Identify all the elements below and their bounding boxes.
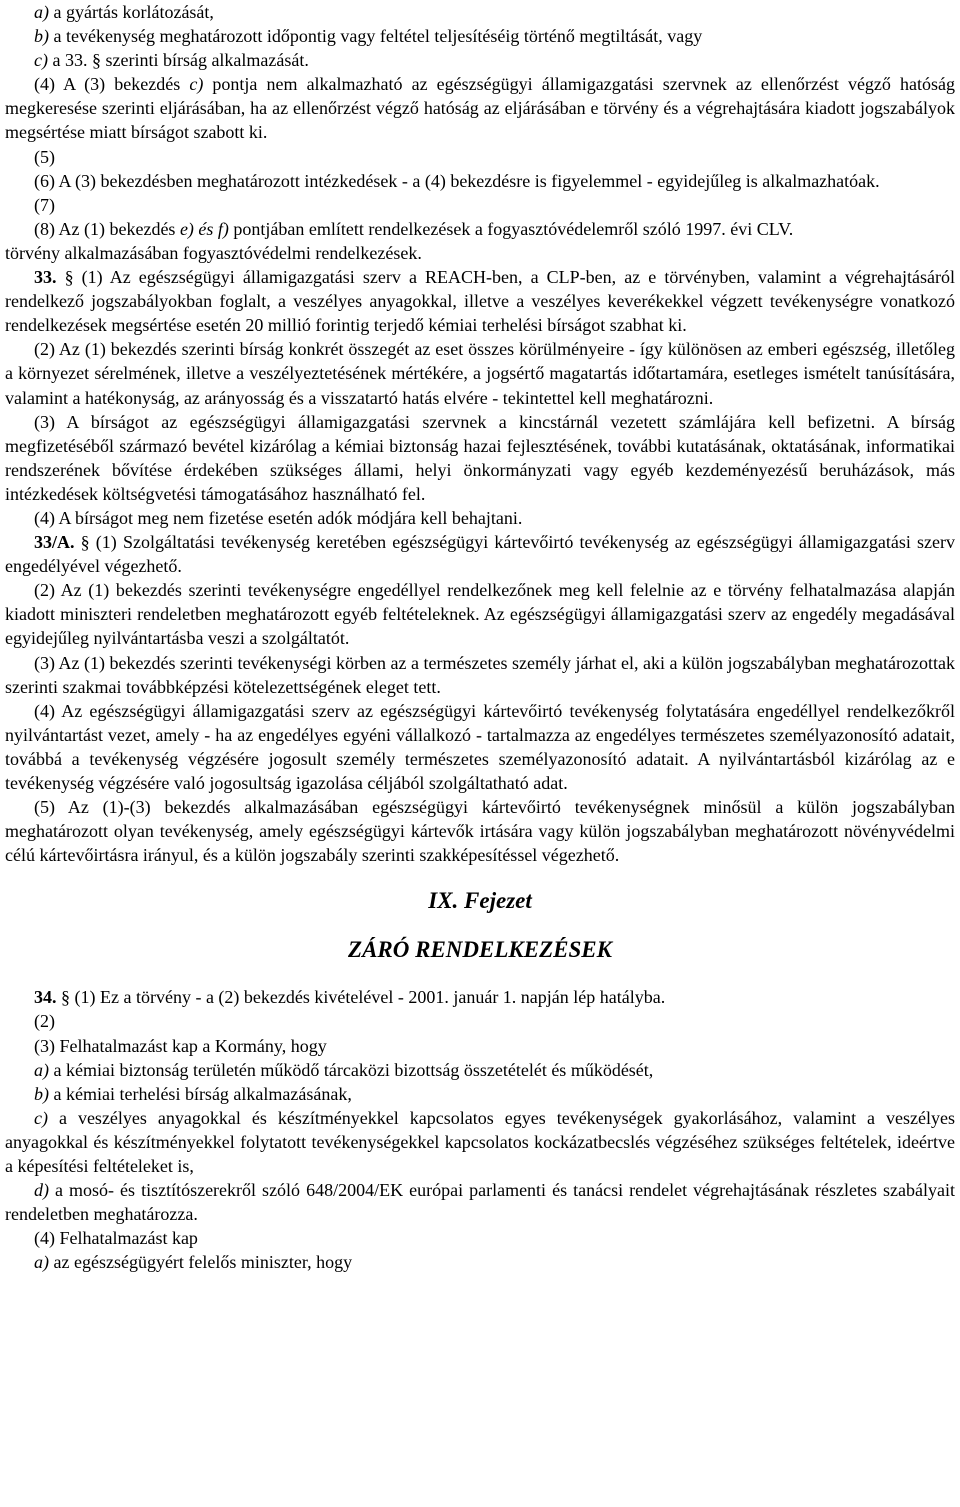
section-number: 33. [34,267,57,288]
list-item-a [5,0,955,24]
paragraph-7: (7) [34,194,55,215]
section-33a-paragraph-1 [5,530,955,578]
section-34-paragraph-2: (2) [34,1011,55,1032]
item-text: a tevékenység meghatározott időpontig vagy feltétel teljesítéséig történő megtiltását, vagy [49,26,703,47]
paragraph-8-continuation: törvény alkalmazásában fogyasztóvédelmi rendelkezések. [5,242,422,263]
section-33-paragraph-1 [5,265,955,337]
section-number: 33/A. [34,532,75,553]
item-marker: d) [34,1180,49,1201]
section-34-item-c [5,1106,955,1178]
section-34-paragraph-1 [5,985,955,1009]
paragraph-4 [5,72,955,144]
item-text: a kémiai biztonság területén működő tárcaközi bizottság összetételét és működését, [49,1059,654,1080]
item-marker: b) [34,1083,49,1104]
paragraph-text: § (1) Ez a törvény - a (2) bekezdés kivételével - 2001. január 1. napján lép hatályba. [56,987,666,1008]
paragraph-text: pontja nem alkalmazható az egészségügyi államigazgatási szervnek az ellenőrzést végző hatóság megkeresése szerinti eljárásában, ha az ellenőrzést végző hatóság az eljárásában e törvény és a végrehajtására kiadott jogszabályok megsértése miatt bírságot szabott ki. [5,74,956,143]
section-33-paragraph-2: (2) Az (1) bekezdés szerinti bírság konkrét összegét az eset összes körülményeire - így különösen az emberi egészség, illetőleg a környezet sérelmének, illetve a veszélyeztetésének mértékére, a jogsértő magatartás időtartamára, esetleges ismételt tanúsítására, valamint a hatékonyság, az arányosság és a visszatartó hatás elvére - tekintettel kell meghatározni. [5,339,955,408]
item-text: a gyártás korlátozását, [49,2,214,22]
paragraph-5: (5) [34,146,55,167]
paragraph-text: § (1) Az egészségügyi államigazgatási szerv a REACH-ben, a CLP-ben, az e törvényben, valamint a végrehajtásáról rendelkező jogszabályokban foglalt, a veszélyes anyagokkal, illetve a veszélyes keverékekkel végzett tevékenységre vonatkozó rendelkezések megsértése esetén 20 millió forintig terjedő kémiai terhelési bírságot szabhat ki. [5,267,955,336]
paragraph-text: § (1) Szolgáltatási tevékenység keretében egészségügyi kártevőirtó tevékenység az egészségügyi államigazgatási szerv engedélyével végezhető. [5,532,955,577]
section-34-item-a [5,1058,955,1082]
item-marker: a) [34,1059,49,1080]
section-33a-paragraph-5: (5) Az (1)-(3) bekezdés alkalmazásában egészségügyi kártevőirtó tevékenységnek minősül a külön jogszabályban meghatározott olyan tevékenység, amely egészségügyi kártevők irtására vagy külön jogszabályban meghatározott növényvédelmi célú kártevőirtásra irányul, és a külön jogszabály szerinti szakképesítéssel végezhető. [5,797,955,866]
list-item-b [5,24,955,48]
paragraph-6: (6) A (3) bekezdésben meghatározott intézkedések - a (4) bekezdésre is figyelemmel - egyidejűleg is alkalmazhatóak. [34,170,880,191]
item-text: az egészségügyért felelős miniszter, hogy [49,1252,353,1273]
item-marker: a) [34,1252,49,1273]
item-marker: e) és f) [179,218,229,239]
section-33a-paragraph-3: (3) Az (1) bekezdés szerinti tevékenységi körben az a természetes személy járhat el, aki a külön jogszabályban meghatározottak szerinti szakmai továbbképzési kötelezettségének eleget tett. [5,652,955,697]
section-34-paragraph-4: (4) Felhatalmazást kap [34,1228,198,1249]
section-34-item-d [5,1178,955,1226]
chapter-title: ZÁRÓ RENDELKEZÉSEK [348,937,612,963]
item-marker: c) [189,74,204,95]
paragraph-8 [5,217,955,241]
item-marker: b) [34,26,49,47]
section-34-item-b [5,1082,955,1106]
paragraph-text: (8) Az (1) bekezdés [34,218,180,239]
section-34-paragraph-3: (3) Felhatalmazást kap a Kormány, hogy [34,1035,327,1056]
item-marker: c) [34,1107,48,1128]
paragraph-text: (4) A (3) bekezdés [34,74,190,95]
item-marker: c) [34,50,48,71]
item-text: a 33. § szerinti bírság alkalmazását. [47,50,309,71]
section-33a-paragraph-2: (2) Az (1) bekezdés szerinti tevékenységre engedéllyel rendelkezőnek meg kell felelnie az e törvény felhatalmazása alapján kiadott miniszteri rendeletben meghatározott egyéb feltételeknek. Az egészségügyi államigazgatási szerv az engedély megadásával egyidejűleg nyilvántartásba veszi a szolgáltatót. [5,580,955,649]
section-number: 34. [34,987,57,1008]
section-33-paragraph-4: (4) A bírságot meg nem fizetése esetén adók módjára kell behajtani. [34,507,523,528]
chapter-number: IX. Fejezet [428,888,532,914]
item-text: a kémiai terhelési bírság alkalmazásának, [49,1083,352,1104]
section-33a-paragraph-4: (4) Az egészségügyi államigazgatási szerv az egészségügyi kártevőirtó tevékenység folytatására engedéllyel rendelkezőkről nyilvántartást vezet, amely - ha az engedélyes egyéni vállalkozó - tartalmazza az engedélyes természetes személyazonosító adatait, továbbá a tevékenység végzésére jogosult személy természetes személyazonosító adatait. A nyilvántartásból kizárólag az e tevékenység végzésére való jogosultság igazolása céljából szolgáltatható adat. [5,700,955,793]
list-item-c [5,48,955,72]
item-text: a mosó- és tisztítószerekről szóló 648/2004/EK európai parlamenti és tanácsi rendelet végrehajtásának részletes szabályait rendeletben meghatározza. [5,1180,955,1225]
section-34-paragraph-4-item-a [5,1250,955,1274]
item-marker: a) [34,2,49,22]
section-33-paragraph-3: (3) A bírságot az egészségügyi államigazgatási szervnek a kincstárnál vezetett számlájára kell befizetni. A bírság megfizetéséből származó bevétel kizárólag a kémiai biztonság hazai fejlesztésének, további kutatásának, oktatásának, informatikai rendszerének bővítése érdekében szükséges állami, helyi önkormányzati vagy egyéb kezdeményezésű beruházások, más intézkedések költségvetési támogatásához használható fel. [5,411,955,504]
paragraph-text: pontjában említett rendelkezések a fogyasztóvédelemről szóló 1997. évi CLV. [228,218,794,239]
item-text: a veszélyes anyagokkal és készítményekkel kapcsolatos egyes tevékenységek gyakorlásához, valamint a veszélyes anyagokkal és készítményekkel folytatott tevékenységekkel kapcsolatos kockázatbecslés végzéséhez szükséges feltételek, ideértve a képesítési feltételeket is, [5,1107,955,1177]
